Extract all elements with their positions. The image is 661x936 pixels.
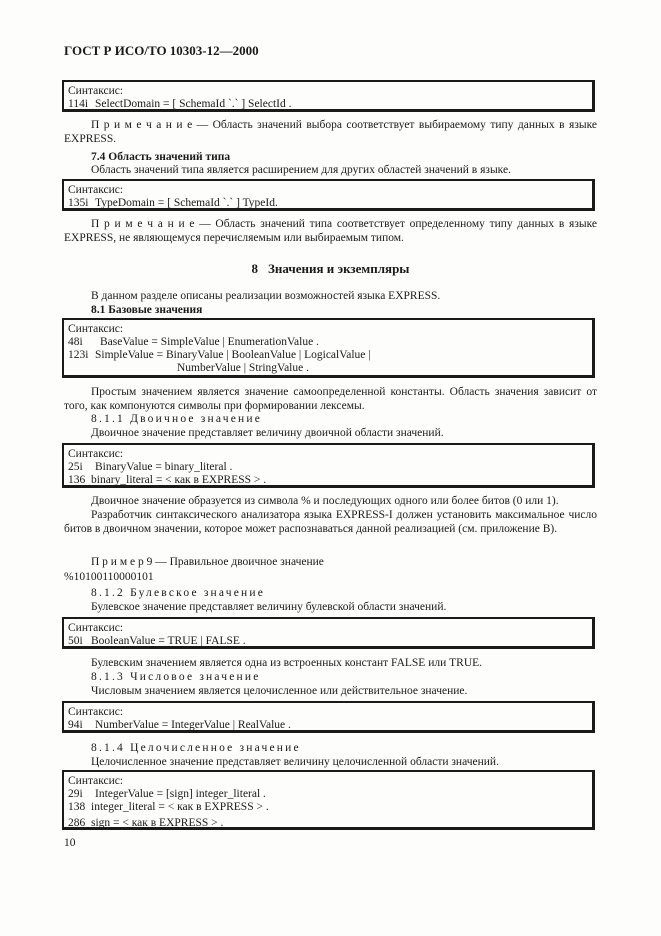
section-heading-8 bbox=[0, 262, 661, 276]
syntax-box-number-value bbox=[62, 701, 595, 733]
rule-text: TypeDomain = [ SchemaId `.` ] TypeId. bbox=[95, 197, 278, 209]
example-label: П р и м е р 9 — bbox=[91, 556, 167, 568]
syntax-label: Синтаксис: bbox=[68, 448, 124, 460]
subsection-title-7-4: 7.4 Область значений типа bbox=[91, 151, 231, 163]
syntax-box-integer-value bbox=[62, 770, 595, 830]
subsection-title-8-1-3: 8.1.3 Числовое значение bbox=[91, 671, 261, 683]
page-number: 10 bbox=[64, 837, 76, 849]
section-title: Значения и экземпляры bbox=[268, 261, 410, 276]
paragraph-binary-form: Двоичное значение образуется из символа % и последующих одного или более битов (0 или 1). bbox=[91, 495, 559, 507]
rule-number: 94i bbox=[68, 719, 83, 731]
paragraph-boolean-constants: Булевским значением является одна из встроенных констант FALSE или TRUE. bbox=[91, 657, 483, 669]
rule-text: sign = < как в EXPRESS > . bbox=[91, 817, 224, 829]
syntax-box-base-value bbox=[62, 318, 595, 378]
rule-number: 135i bbox=[68, 197, 89, 209]
rule-text: integer_literal = < как в EXPRESS > . bbox=[91, 801, 269, 813]
subsection-title-8-1-2: 8.1.2 Булевское значение bbox=[91, 587, 266, 599]
rule-number: 29i bbox=[68, 788, 83, 800]
rule-number: 50i bbox=[68, 635, 83, 647]
subsection-title-8-1: 8.1 Базовые значения bbox=[91, 304, 203, 316]
syntax-box-select-domain bbox=[62, 80, 595, 112]
subsection-title-8-1-4: 8.1.4 Целочисленное значение bbox=[91, 742, 301, 754]
rule-text: IntegerValue = [sign] integer_literal . bbox=[95, 788, 266, 800]
paragraph-binary-limit: Разработчик синтаксического анализатора языка EXPRESS-I должен установить максимальное число битов в двоичном значении, которое может распознаваться данной реализацией (см. приложение В). bbox=[64, 509, 597, 535]
syntax-label: Синтаксис: bbox=[68, 184, 124, 196]
rule-number: 138 bbox=[68, 801, 86, 813]
paragraph-8-1-3: Числовым значением является целочисленное или действительное значение. bbox=[91, 685, 468, 697]
syntax-label: Синтаксис: bbox=[68, 323, 124, 335]
rule-text: NumberValue = IntegerValue | RealValue . bbox=[95, 719, 291, 731]
rule-number: 123i bbox=[68, 349, 89, 361]
syntax-label: Синтаксис: bbox=[68, 85, 124, 97]
note-select-domain: П р и м е ч а н и е — Область значений выбора соответствует выбираемому типу данных в языке EXPRESS. bbox=[64, 119, 597, 145]
rule-text: binary_literal = < как в EXPRESS > . bbox=[91, 474, 267, 486]
paragraph-8-1-2: Булевское значение представляет величину булевской области значений. bbox=[91, 601, 447, 613]
paragraph-8-1-1: Двоичное значение представляет величину двоичной области значений. bbox=[91, 427, 444, 439]
rule-number: 48i bbox=[68, 336, 83, 348]
rule-number: 25i bbox=[68, 461, 83, 473]
syntax-label: Синтаксис: bbox=[68, 775, 124, 787]
note-type-domain: П р и м е ч а н и е — Область значений типа соответствует определенному типу данных в языке EXPRESS, не являющемуся перечисляемым или выбираемым типом. bbox=[64, 218, 597, 244]
rule-number: 114i bbox=[68, 98, 89, 110]
syntax-box-binary-value bbox=[62, 443, 595, 488]
rule-number: 136 bbox=[68, 474, 86, 486]
rule-text: BinaryValue = binary_literal . bbox=[95, 461, 233, 473]
section-number: 8 bbox=[251, 261, 259, 276]
rule-text: BooleanValue = TRUE | FALSE . bbox=[91, 635, 246, 647]
syntax-label: Синтаксис: bbox=[68, 706, 124, 718]
paragraph-8-1-4: Целочисленное значение представляет величину целочисленной области значений. bbox=[91, 756, 499, 768]
rule-text: NumberValue | StringValue . bbox=[177, 362, 309, 374]
syntax-label: Синтаксис: bbox=[68, 622, 124, 634]
rule-text: BaseValue = SimpleValue | EnumerationValue . bbox=[100, 336, 319, 348]
example-9 bbox=[91, 555, 324, 569]
subsection-title-8-1-1: 8.1.1 Двоичное значение bbox=[91, 413, 263, 425]
rule-number: 286 bbox=[68, 817, 86, 829]
example-text: Правильное двоичное значение bbox=[169, 556, 324, 568]
paragraph-7-4: Область значений типа является расширением для других областей значений в языке. bbox=[91, 164, 511, 176]
example-9-value: %10100110000101 bbox=[64, 571, 154, 583]
rule-text: SimpleValue = BinaryValue | BooleanValue | LogicalValue | bbox=[95, 349, 371, 361]
syntax-box-type-domain bbox=[62, 179, 595, 211]
rule-text: SelectDomain = [ SchemaId `.` ] SelectId . bbox=[95, 98, 292, 110]
paragraph-simple-value: Простым значением является значение самоопределенной константы. Область значения зависит от того, как компонуются символы при формировании лексемы. bbox=[64, 386, 597, 412]
syntax-box-boolean-value bbox=[62, 617, 595, 649]
page-header: ГОСТ Р ИСО/ТО 10303-12—2000 bbox=[64, 43, 259, 58]
paragraph-8-intro: В данном разделе описаны реализации возможностей языка EXPRESS. bbox=[91, 290, 441, 302]
